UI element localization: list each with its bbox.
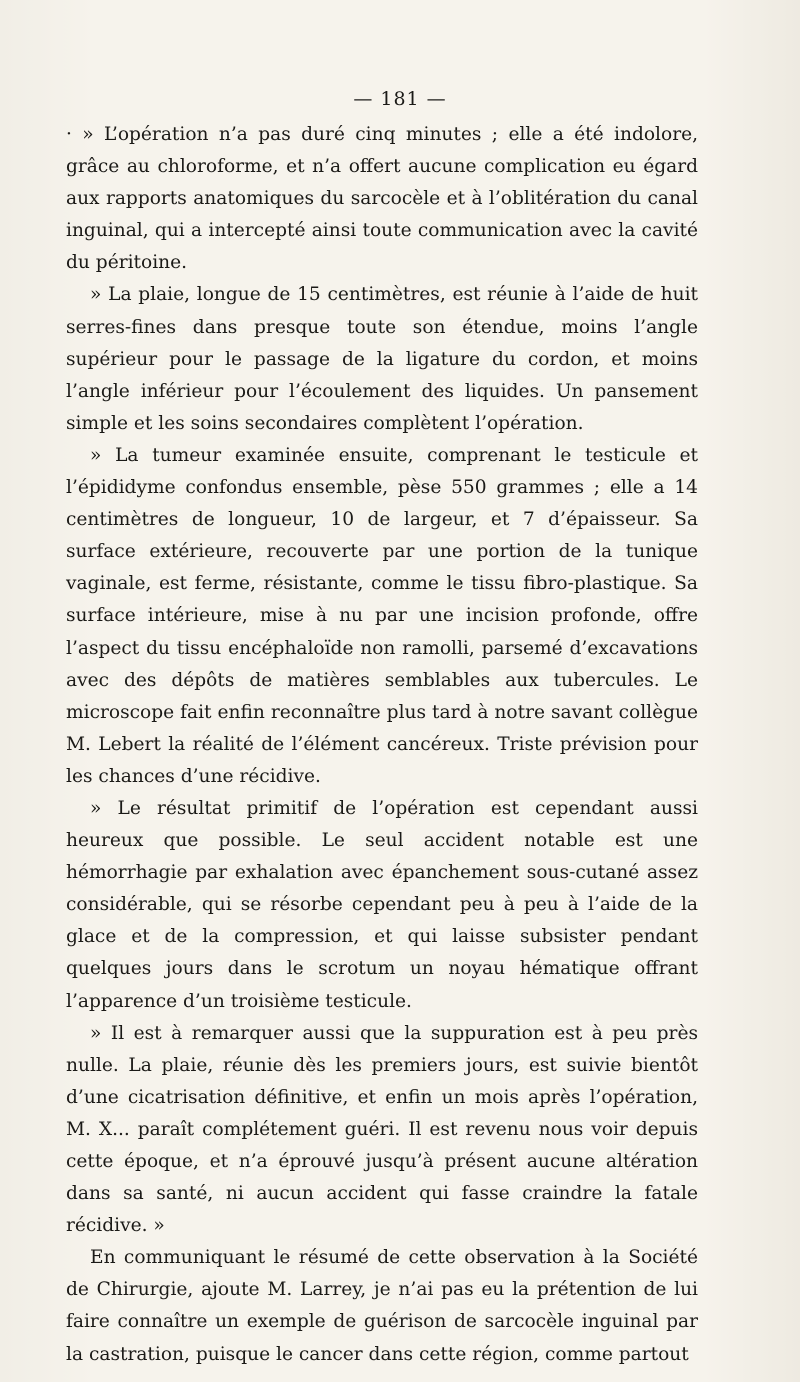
paragraph-1: · » L’opération n’a pas duré cinq minutes ; elle a été indolore, grâce au chloroforme, et n’a offert aucune complication eu égard aux rapports anatomiques du sarcocèle et à l’oblitération du canal inguinal, qui a intercepté ainsi toute communication avec la cavité du péritoine. [66, 124, 698, 274]
page-number-header: — 181 — [353, 88, 447, 110]
paragraph-6: En communiquant le résumé de cette observation à la Société de Chirurgie, ajoute M. Larrey, je n’ai pas eu la prétention de lui faire connaître un exemple de guérison de sarcocèle inguinal par la castration, puisque le cancer dans cette région, comme partout [66, 1247, 698, 1365]
paragraph-5: » Il est à remarquer aussi que la suppuration est à peu près nulle. La plaie, réunie dès les premiers jours, est suivie bientôt d’une cicatrisation définitive, et enfin un mois après l’opération, M. X... paraît complétement guéri. Il est revenu nous voir depuis cette époque, et n’a éprouvé jusqu’à présent aucune altération dans sa santé, ni aucun accident qui fasse craindre la fatale récidive. » [66, 1022, 698, 1237]
paragraph-4: » Le résultat primitif de l’opération est cependant aussi heureux que possible. Le seul accident notable est une hémorrhagie par exhalation avec épanchement sous-cutané assez considérable, qui se résorbe cependant peu à peu à l’aide de la glace et de la compression, et qui laisse subsister pendant quelques jours dans le scrotum un noyau hématique offrant l’apparence d’un troisième testicule. [66, 797, 698, 1012]
page-body-text [66, 119, 698, 1371]
paragraph-2: » La plaie, longue de 15 centimètres, est réunie à l’aide de huit serres-fines dans presque toute son étendue, moins l’angle supérieur pour le passage de la ligature du cordon, et moins l’angle inférieur pour l’écoulement des liquides. Un pansement simple et les soins secondaires complètent l’opération. [66, 284, 698, 434]
paragraph-3: » La tumeur examinée ensuite, comprenant le testicule et l’épididyme confondus ensemble, pèse 550 grammes ; elle a 14 centimètres de longueur, 10 de largeur, et 7 d’épaisseur. Sa surface extérieure, recouverte par une portion de la tunique vaginale, est ferme, résistante, comme le tissu fibro-plastique. Sa surface intérieure, mise à nu par une incision profonde, offre l’aspect du tissu encéphaloïde non ramolli, parsemé d’excavations avec des dépôts de matières semblables aux tubercules. Le microscope fait enfin reconnaître plus tard à notre savant collègue M. Lebert la réalité de l’élément cancéreux. Triste prévision pour les chances d’une récidive. [66, 444, 698, 787]
